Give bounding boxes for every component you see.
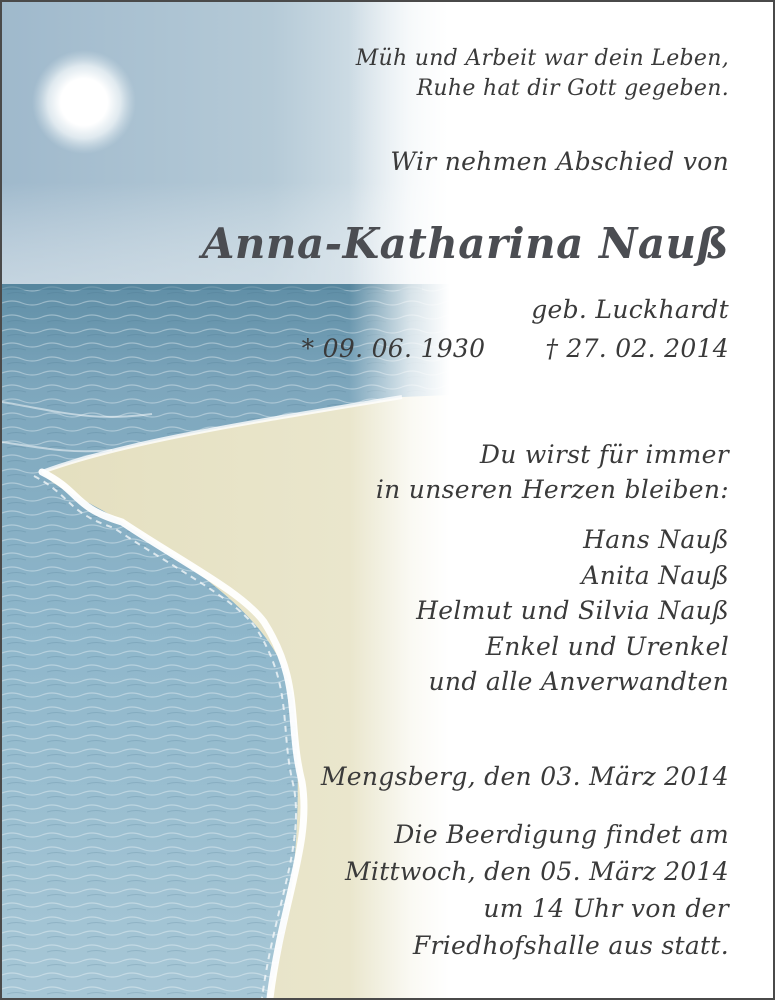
funeral-line: Die Beerdigung findet am <box>394 820 729 849</box>
motto <box>376 437 729 507</box>
death-date: † 27. 02. 2014 <box>545 334 729 363</box>
verse-line: Ruhe hat dir Gott gegeben. <box>416 76 729 101</box>
life-dates <box>302 333 729 365</box>
mourner: Anita Nauß <box>581 560 729 590</box>
verse-line: Müh und Arbeit war dein Leben, <box>355 46 729 71</box>
farewell-text: Wir nehmen Abschied von <box>390 147 729 176</box>
place-date: Mengsberg, den 03. März 2014 <box>320 762 729 791</box>
funeral-line: um 14 Uhr von der <box>483 894 729 923</box>
funeral-line: Mittwoch, den 05. März 2014 <box>345 857 729 886</box>
maiden-name: geb. Luckhardt <box>531 295 729 324</box>
funeral-notice <box>345 816 729 964</box>
mourner: Enkel und Urenkel <box>485 631 729 661</box>
motto-line: Du wirst für immer <box>479 440 729 469</box>
deceased-name: Anna-Katharina Nauß <box>201 219 729 268</box>
motto-line: in unseren Herzen bleiben: <box>375 475 729 504</box>
mourner: Hans Nauß <box>583 525 729 554</box>
birth-date: * 09. 06. 1930 <box>301 334 486 363</box>
funeral-line: Friedhofshalle aus statt. <box>412 931 729 960</box>
mourner: und alle Anverwandten <box>428 667 729 696</box>
mourners-list <box>416 522 729 700</box>
mourner: Helmut und Silvia Nauß <box>416 596 729 625</box>
verse <box>356 44 729 104</box>
